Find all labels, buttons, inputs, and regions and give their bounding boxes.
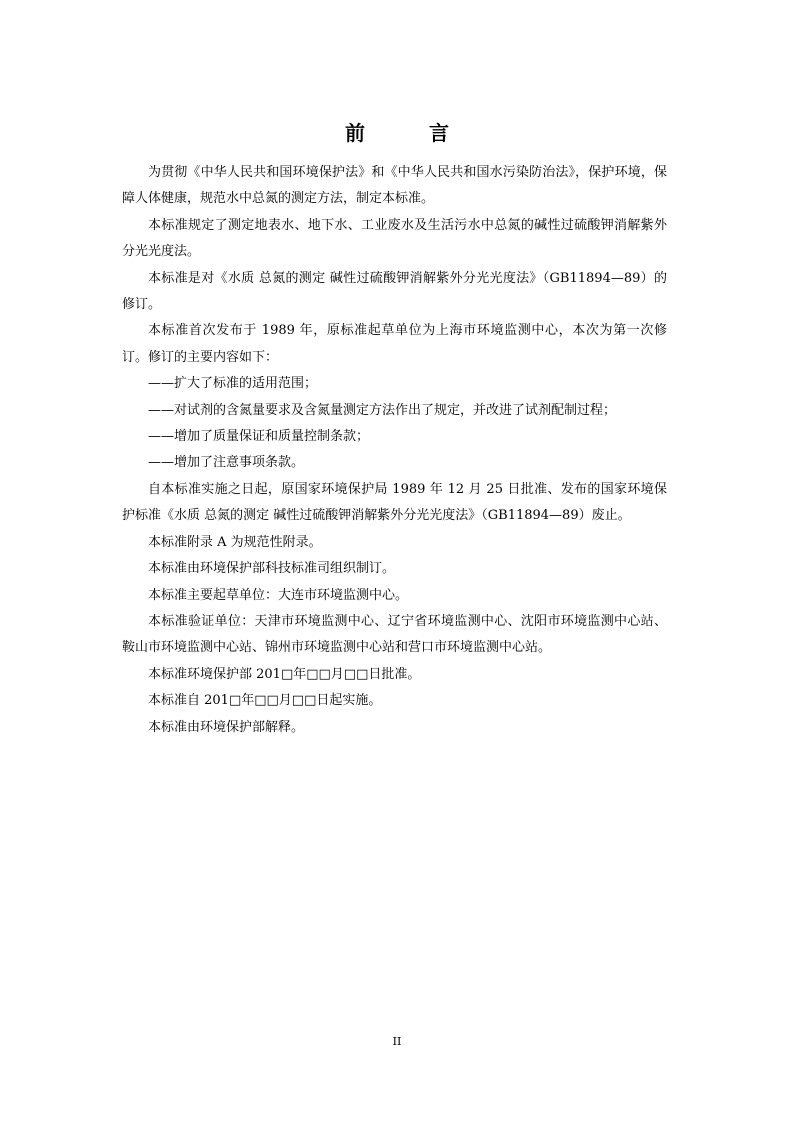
paragraph-revision-of: 本标准是对《水质 总氮的测定 碱性过硫酸钾消解紫外分光光度法》（GB11894—89）的修订。 [122,270,667,313]
paragraph-verifiers: 本标准验证单位：天津市环境监测中心、辽宁省环境监测中心、沈阳市环境监测中心站、鞍山市环境监测中心站、锦州市环境监测中心站和营口市环境监测中心站。 [122,613,667,656]
paragraph-approval-date: 本标准环境保护部 201□年□□月□□日批准。 [148,666,421,682]
paragraph-interpretation: 本标准由环境保护部解释。 [148,719,305,735]
document-body [122,160,667,741]
paragraph-history: 本标准首次发布于 1989 年，原标准起草单位为上海市环境监测中心，本次为第一次修订。修订的主要内容如下： [122,323,667,365]
paragraph-change-item: ——对试剂的含氮量要求及含氮量测定方法作出了规定，并改进了试剂配制过程； [148,402,617,418]
paragraph-drafter: 本标准主要起草单位：大连市环境监测中心。 [148,587,409,603]
paragraph-effective-date: 本标准自 201□年□□月□□日起实施。 [148,693,382,709]
paragraph-scope: 本标准规定了测定地表水、地下水、工业废水及生活污水中总氮的碱性过硫酸钾消解紫外分光光度法。 [122,217,667,260]
paragraph-organizer: 本标准由环境保护部科技标准司组织制订。 [148,561,396,577]
paragraph-appendix: 本标准附录 A 为规范性附录。 [148,534,322,550]
paragraph-change-item: ——扩大了标准的适用范围； [148,376,318,392]
paragraph-purpose: 为贯彻《中华人民共和国环境保护法》和《中华人民共和国水污染防治法》，保护环境，保障人体健康，规范水中总氮的测定方法，制定本标准。 [122,165,667,207]
page-number: II [392,1035,402,1048]
paragraph-change-item: ——增加了质量保证和质量控制条款； [148,429,370,445]
page-title: 前 言 [345,121,471,145]
paragraph-change-item: ——增加了注意事项条款。 [148,455,305,471]
paragraph-repeal: 自本标准实施之日起，原国家环境保护局 1989 年 12 月 25 日批准、发布的国家环境保护标准《水质 总氮的测定 碱性过硫酸钾消解紫外分光光度法》（GB11894—89）废止。 [122,481,667,524]
